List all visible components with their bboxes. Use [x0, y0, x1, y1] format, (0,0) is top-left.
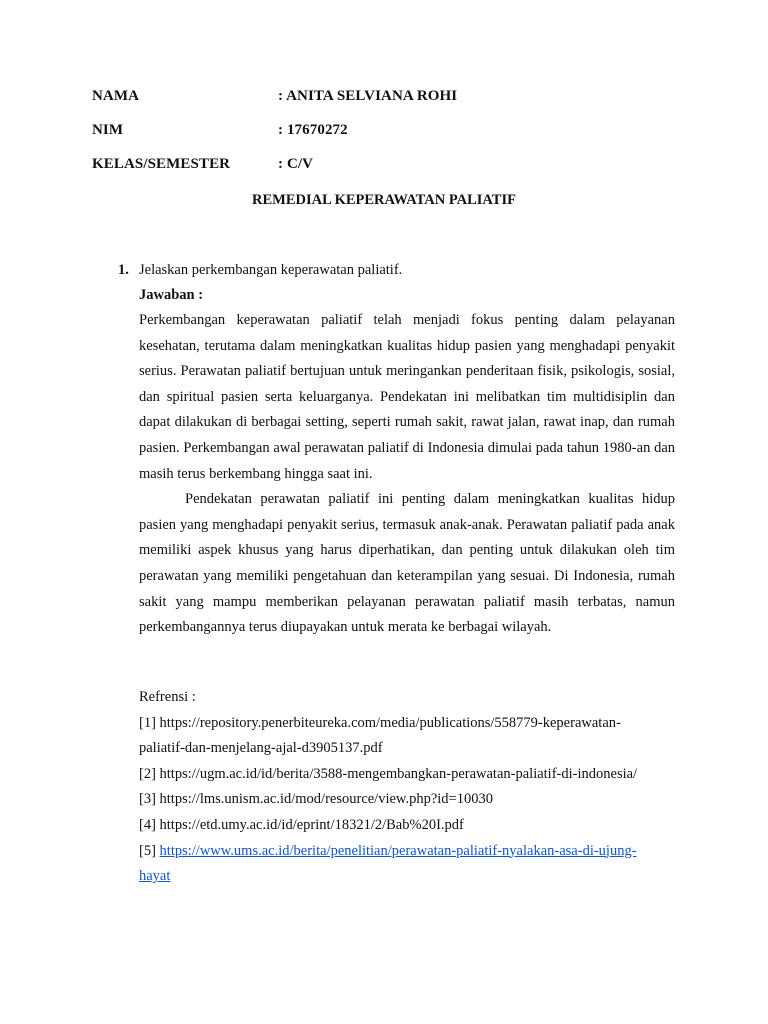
- answer-label: Jawaban :: [139, 287, 204, 303]
- reference-5-link-continued[interactable]: hayat: [139, 868, 171, 885]
- reference-5-link[interactable]: https://www.ums.ac.id/berita/penelitian/perawatan-paliatif-nyalakan-asa-di-ujung-: [159, 842, 637, 859]
- document-title: REMEDIAL KEPERAWATAN PALIATIF: [252, 192, 516, 208]
- answer-paragraph-1: Perkembangan keperawatan paliatif telah menjadi fokus penting dalam pelayanan kesehatan, terutama dalam meningkatkan kualitas hidup pasien yang menghadapi penyakit serius. Perawatan paliatif bertujuan untuk meringankan penderitaan fisik, psikologis, sosial, dan spiritual pasien serta keluarganya. Pendekatan ini melibatkan tim multidisiplin dan dapat dilakukan di berbagai setting, seperti rumah sakit, rawat jalan, rawat inap, dan rumah pasien. Perkembangan awal perawatan paliatif di Indonesia dimulai pada tahun 1980-an dan masih terus berkembang hingga saat ini.: [139, 312, 675, 482]
- reference-3: [3] https://lms.unism.ac.id/mod/resource/view.php?id=10030: [139, 791, 493, 808]
- class-semester-value: : C/V: [278, 156, 314, 172]
- reference-5-line-1: [139, 839, 679, 865]
- answer-paragraph-2: Pendekatan perawatan paliatif ini penting dalam meningkatkan kualitas hidup pasien yang menghadapi penyakit serius, termasuk anak-anak. Perawatan paliatif pada anak memiliki aspek khusus yang harus diperhatikan, dan penting untuk dilakukan oleh tim perawatan yang memiliki pengetahuan dan keterampilan yang sesuai. Di Indonesia, rumah sakit yang mampu memberikan pelayanan perawatan paliatif masih terbatas, namun perkembangannya terus diupayakan untuk merata ke berbagai wilayah.: [139, 491, 675, 636]
- nim-label: NIM: [92, 122, 124, 138]
- reference-5-prefix: [5]: [139, 842, 160, 859]
- references-section: [139, 685, 679, 890]
- answer-body: [139, 308, 675, 641]
- name-label: NAMA: [92, 88, 140, 104]
- reference-4: [4] https://etd.umy.ac.id/id/eprint/18321/2/Bab%20I.pdf: [139, 816, 464, 833]
- question-number: 1.: [118, 262, 129, 278]
- reference-2: [2] https://ugm.ac.id/id/berita/3588-mengembangkan-perawatan-paliatif-di-indonesia/: [139, 765, 638, 782]
- reference-5-line-2: [139, 864, 679, 890]
- nim-value: : 17670272: [278, 122, 348, 138]
- reference-1-line-2: paliatif-dan-menjelang-ajal-d3905137.pdf: [139, 740, 383, 757]
- question-text: Jelaskan perkembangan keperawatan paliatif.: [139, 262, 403, 278]
- references-heading: Refrensi :: [139, 689, 196, 705]
- name-value: : ANITA SELVIANA ROHI: [278, 88, 458, 104]
- reference-1-line-1: [1] https://repository.penerbiteureka.com/media/publications/558779-keperawatan-: [139, 714, 621, 731]
- class-semester-label: KELAS/SEMESTER: [92, 156, 231, 172]
